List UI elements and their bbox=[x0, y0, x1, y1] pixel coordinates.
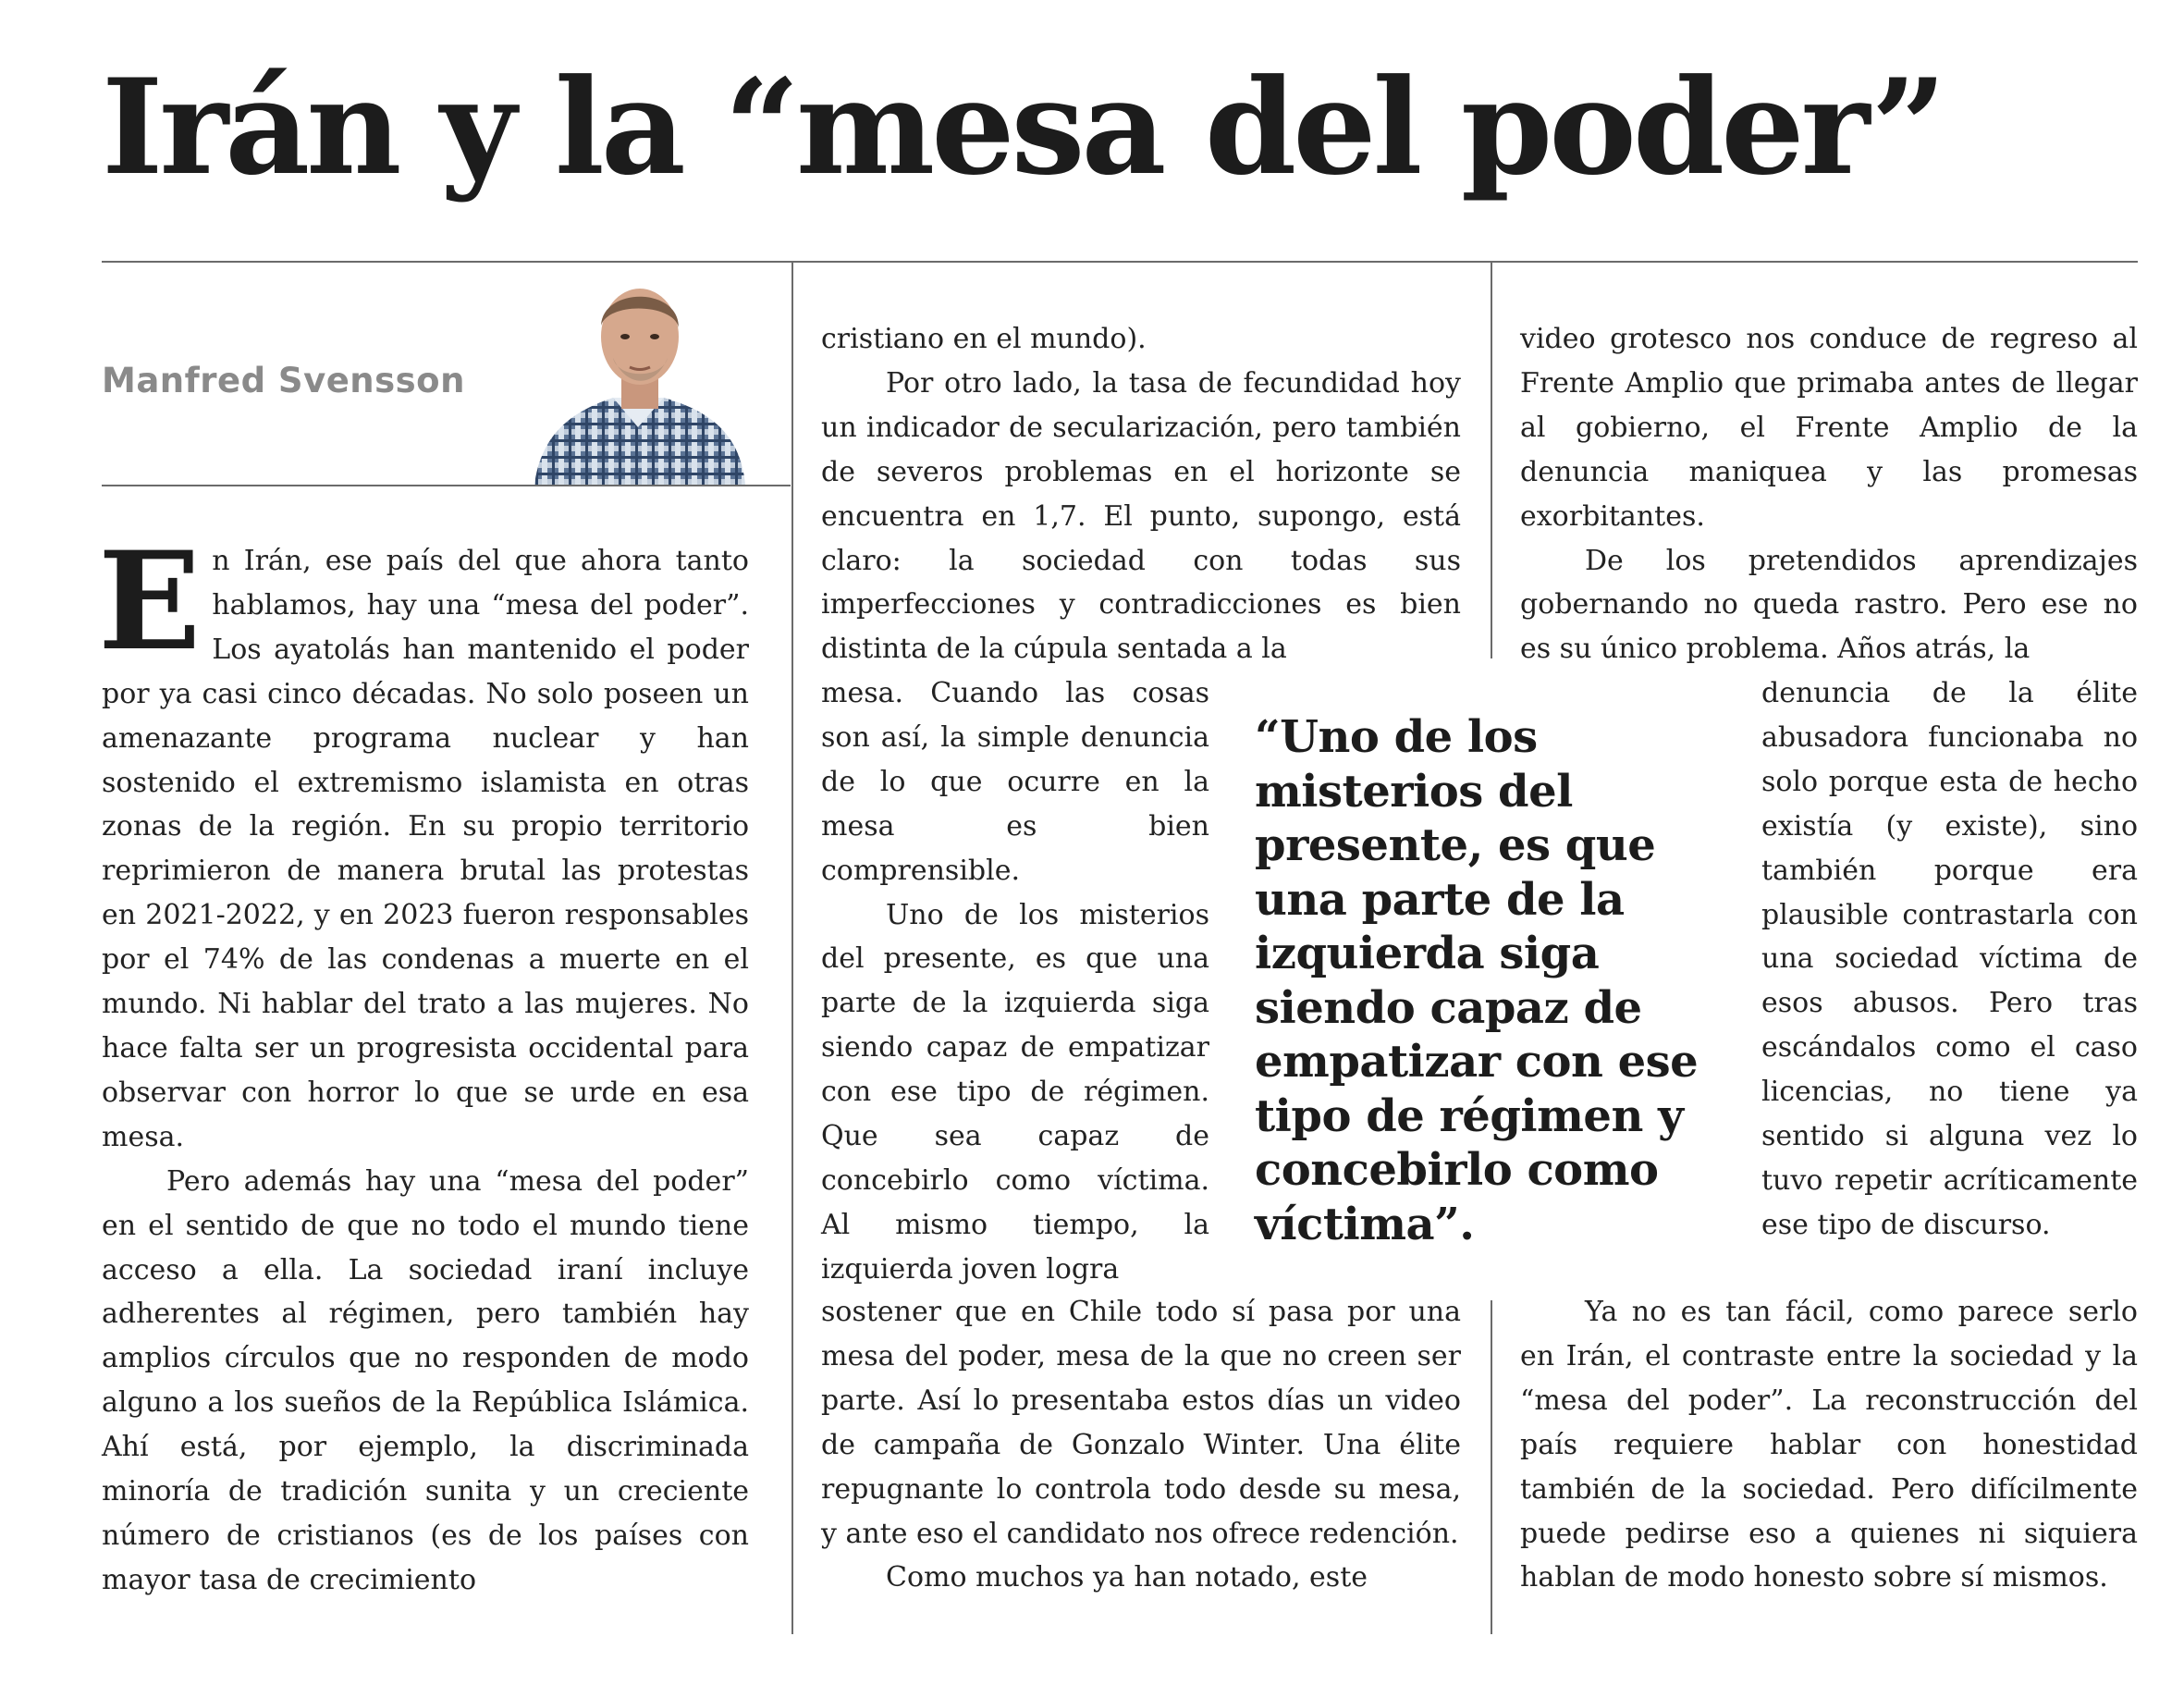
paragraph: Uno de los misterios del presente, es que una parte de la izquierda siga siendo capaz de empatizar con ese tipo de régimen. Que sea capaz de concebirlo como víctima. Al mismo tiempo, la izquierda joven logra bbox=[821, 898, 1209, 1286]
column-divider-1 bbox=[791, 261, 793, 1634]
paragraph: denuncia de la élite abusadora funcionaba no solo porque esta de hecho existía (y existe), sino también porque era plausible contrastarla con una sociedad víctima de esos abusos. Pero tras escándalos como el caso licencias, no tiene ya sentido si alguna vez lo tuvo repetir acríticamente ese tipo de discurso. bbox=[1761, 677, 2138, 1241]
column-2-bottom bbox=[821, 1290, 1461, 1600]
paragraph: sostener que en Chile todo sí pasa por una mesa del poder, mesa de la que no creen ser parte. Así lo presentaba estos días un video de campaña de Gonzalo Winter. Una élite repugnante lo controla todo desde su mesa, y ante eso el candidato nos ofrece redención. bbox=[821, 1296, 1461, 1550]
headline: Irán y la “mesa del poder” bbox=[102, 51, 1944, 204]
column-3-narrow bbox=[1761, 671, 2138, 1248]
paragraph: n Irán, ese país del que ahora tanto hablamos, hay una “mesa del poder”. Los ayatolás han mantenido el poder por ya casi cinco décadas. No solo poseen un amenazante programa nuclear y han sostenido el extremismo islamista en otras zonas de la región. En su propio territorio reprimieron de manera brutal las protestas en 2021-2022, y en 2023 fueron responsables por el 74% de las condenas a muerte en el mundo. Ni hablar del trato a las mujeres. No hace falta ser un progresista occidental para observar con horror lo que se urde en esa mesa. bbox=[102, 545, 749, 1153]
pull-quote: “Uno de los misterios del presente, es que una parte de la izquierda siga siendo capaz de empatizar con ese tipo de régimen y concebirlo como víctima”. bbox=[1255, 711, 1699, 1250]
column-2-narrow bbox=[821, 671, 1209, 1292]
paragraph: Ya no es tan fácil, como parece serlo en Irán, el contraste entre la sociedad y la “mesa del poder”. La reconstrucción del país requiere hablar con honestidad también de la sociedad. Pero difícilmente puede pedirse eso a quienes ni siquiera hablan de modo honesto sobre sí mismos. bbox=[1520, 1296, 2138, 1594]
byline-divider bbox=[102, 485, 791, 486]
author-portrait bbox=[525, 279, 751, 485]
column-3-bottom bbox=[1520, 1290, 2138, 1600]
drop-cap: E bbox=[98, 523, 202, 681]
paragraph: cristiano en el mundo). bbox=[821, 323, 1147, 355]
column-divider-2-bottom bbox=[1491, 1300, 1492, 1634]
top-divider bbox=[102, 261, 2138, 263]
paragraph: Por otro lado, la tasa de fecundidad hoy un indicador de secularización, pero también de severos problemas en el horizonte se encuentra en 1,7. El punto, supongo, está claro: la sociedad con todas sus imperfecciones y contradicciones es bien distinta de la cúpula sentada a la bbox=[821, 366, 1461, 666]
paragraph: Pero además hay una “mesa del poder” en el sentido de que no todo el mundo tiene acceso a ella. La sociedad iraní incluye adherentes al régimen, pero también hay amplios círculos que no responden de modo alguno a los sueños de la República Islámica. Ahí está, por ejemplo, la discriminada minoría de tradición sunita y un creciente número de cristianos (es de los países con mayor tasa de crecimiento bbox=[102, 1164, 749, 1596]
paragraph: Como muchos ya han notado, este bbox=[886, 1561, 1368, 1594]
paragraph: mesa. Cuando las cosas son así, la simple denuncia de lo que ocurre en la mesa es bien comprensible. bbox=[821, 677, 1209, 887]
column-1 bbox=[98, 523, 749, 1603]
column-3-top bbox=[1520, 317, 2138, 671]
column-divider-2-top bbox=[1491, 261, 1492, 658]
author-byline: Manfred Svensson bbox=[102, 361, 465, 400]
paragraph: De los pretendidos aprendizajes gobernando no queda rastro. Pero ese no es su único problema. Años atrás, la bbox=[1520, 544, 2138, 666]
paragraph: video grotesco nos conduce de regreso al Frente Amplio que primaba antes de llegar al gobierno, el Frente Amplio de la denuncia maniquea y las promesas exorbitantes. bbox=[1520, 323, 2138, 533]
column-2-top bbox=[821, 317, 1461, 671]
